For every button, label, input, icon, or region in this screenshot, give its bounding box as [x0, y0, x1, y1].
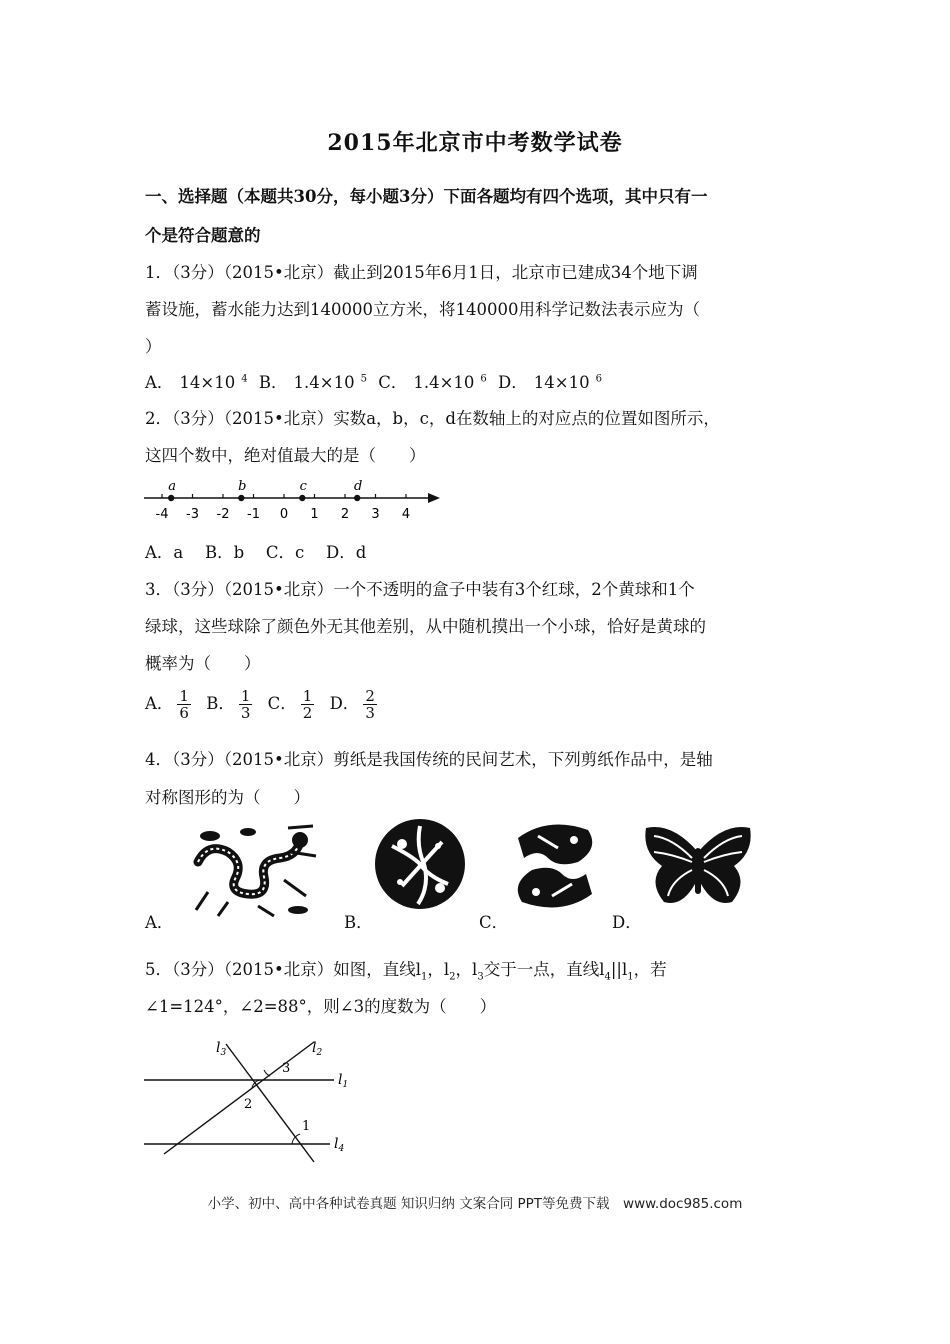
number-line-point-label-d: d [354, 479, 363, 494]
label-l1: $l_1$ [338, 1072, 349, 1090]
number-line-point-a [168, 495, 174, 501]
q1-line3: ） [145, 337, 162, 356]
q3-option-d[interactable]: D． $\frac{2}{3}$ [329, 687, 375, 722]
q4-line2: 对称图形的为（ ） [145, 788, 310, 807]
number-line-tick-label: -3 [186, 507, 199, 522]
q4-option-a[interactable]: A． [145, 913, 174, 932]
q3-option-b[interactable]: B． $\frac{1}{3}$ [206, 687, 251, 722]
number-line-arrow [428, 493, 440, 503]
label-l2: $l_2$ [312, 1040, 323, 1058]
q5-line2: ∠1=124°，∠2=88°，则∠3的度数为（ ） [145, 997, 497, 1016]
number-line-point-label-b: b [238, 479, 247, 494]
number-line-tick-label: -4 [155, 507, 169, 522]
q1-line2: 蓄设施，蓄水能力达到140000立方米，将140000用科学记数法表示应为（ [145, 300, 700, 319]
page-footer: 小学、初中、高中各种试卷真题 知识归纳 文案合同 PPT等免费下载 www.doc985.com [207, 1196, 743, 1212]
number-line-figure [140, 474, 450, 524]
number-line-point-label-c: c [299, 479, 307, 494]
q3-option-a[interactable]: A． $\frac{1}{6}$ [145, 687, 189, 722]
fish-papercut-image [508, 818, 602, 914]
q1-options [145, 369, 608, 393]
dragon-papercut-image [188, 822, 320, 918]
q2-line1: 2．（3分）（2015•北京）实数a，b，c，d在数轴上的对应点的位置如图所示， [145, 409, 720, 428]
label-angle2: 2 [244, 1097, 253, 1112]
q4-line1: 4．（3分）（2015•北京）剪纸是我国传统的民间艺术，下列剪纸作品中，是轴 [145, 750, 713, 769]
number-line-point-b [238, 495, 244, 501]
number-line-tick-label: 2 [340, 507, 350, 522]
q2-options: A．a B．b C．c D．d [145, 543, 367, 562]
number-line-tick-label: 4 [401, 507, 411, 522]
q1-option-a[interactable]: A． 14×10 $^4$ [145, 373, 248, 392]
q3-line3: 概率为（ ） [145, 654, 261, 673]
number-line-tick-label: 3 [371, 507, 380, 522]
q3-line2: 绿球，这些球除了颜色外无其他差别，从中随机摸出一个小球，恰好是黄球的 [145, 617, 706, 636]
number-line-point-label-a: a [168, 479, 177, 494]
section-heading-line2: 个是符合题意的 [145, 226, 261, 245]
q1-line1: 1．（3分）（2015•北京）截止到2015年6月1日，北京市已建成34个地下调 [145, 263, 698, 282]
q1-option-c[interactable]: C． 1.4×10 $^6$ [378, 373, 487, 392]
q3-line1: 3．（3分）（2015•北京）一个不透明的盒子中装有3个红球，2个黄球和1个 [145, 580, 695, 599]
page-title: 2015年北京市中考数学试卷 [327, 130, 623, 156]
q3-options [145, 688, 381, 721]
q3-option-c[interactable]: C． $\frac{1}{2}$ [267, 687, 313, 722]
number-line-tick-label: -2 [216, 507, 230, 522]
q2-line2: 这四个数中，绝对值最大的是（ ） [145, 446, 426, 465]
q4-option-c[interactable]: C． [479, 913, 509, 932]
number-line-tick-label: 1 [310, 507, 319, 522]
q4-option-b[interactable]: B． [344, 913, 373, 932]
parallel-lines-figure [140, 1030, 370, 1170]
label-angle1: 1 [302, 1119, 311, 1134]
section-heading-line1: 一、选择题（本题共30分，每小题3分）下面各题均有四个选项，其中只有一 [145, 187, 708, 206]
butterfly-papercut-image [642, 822, 754, 916]
label-l4: $l_4$ [334, 1136, 345, 1154]
q5-line1: 5．（3分）（2015•北京）如图，直线$l_1$，$l_2$，$l_3$交于一点，直线$l_4||l_1$，若 [145, 960, 667, 983]
round-papercut-image [372, 816, 468, 912]
label-angle3: 3 [282, 1061, 291, 1076]
number-line-tick-label: 0 [279, 507, 289, 522]
number-line-point-d [354, 495, 360, 501]
label-l3: $l_3$ [216, 1040, 227, 1058]
number-line-point-c [299, 495, 305, 501]
q1-option-b[interactable]: B． 1.4×10 $^5$ [258, 373, 367, 392]
q4-option-d[interactable]: D． [612, 913, 642, 932]
line-l2 [164, 1042, 314, 1154]
q1-option-d[interactable]: D． 14×10 $^6$ [498, 373, 602, 392]
number-line-tick-label: -1 [247, 507, 260, 522]
